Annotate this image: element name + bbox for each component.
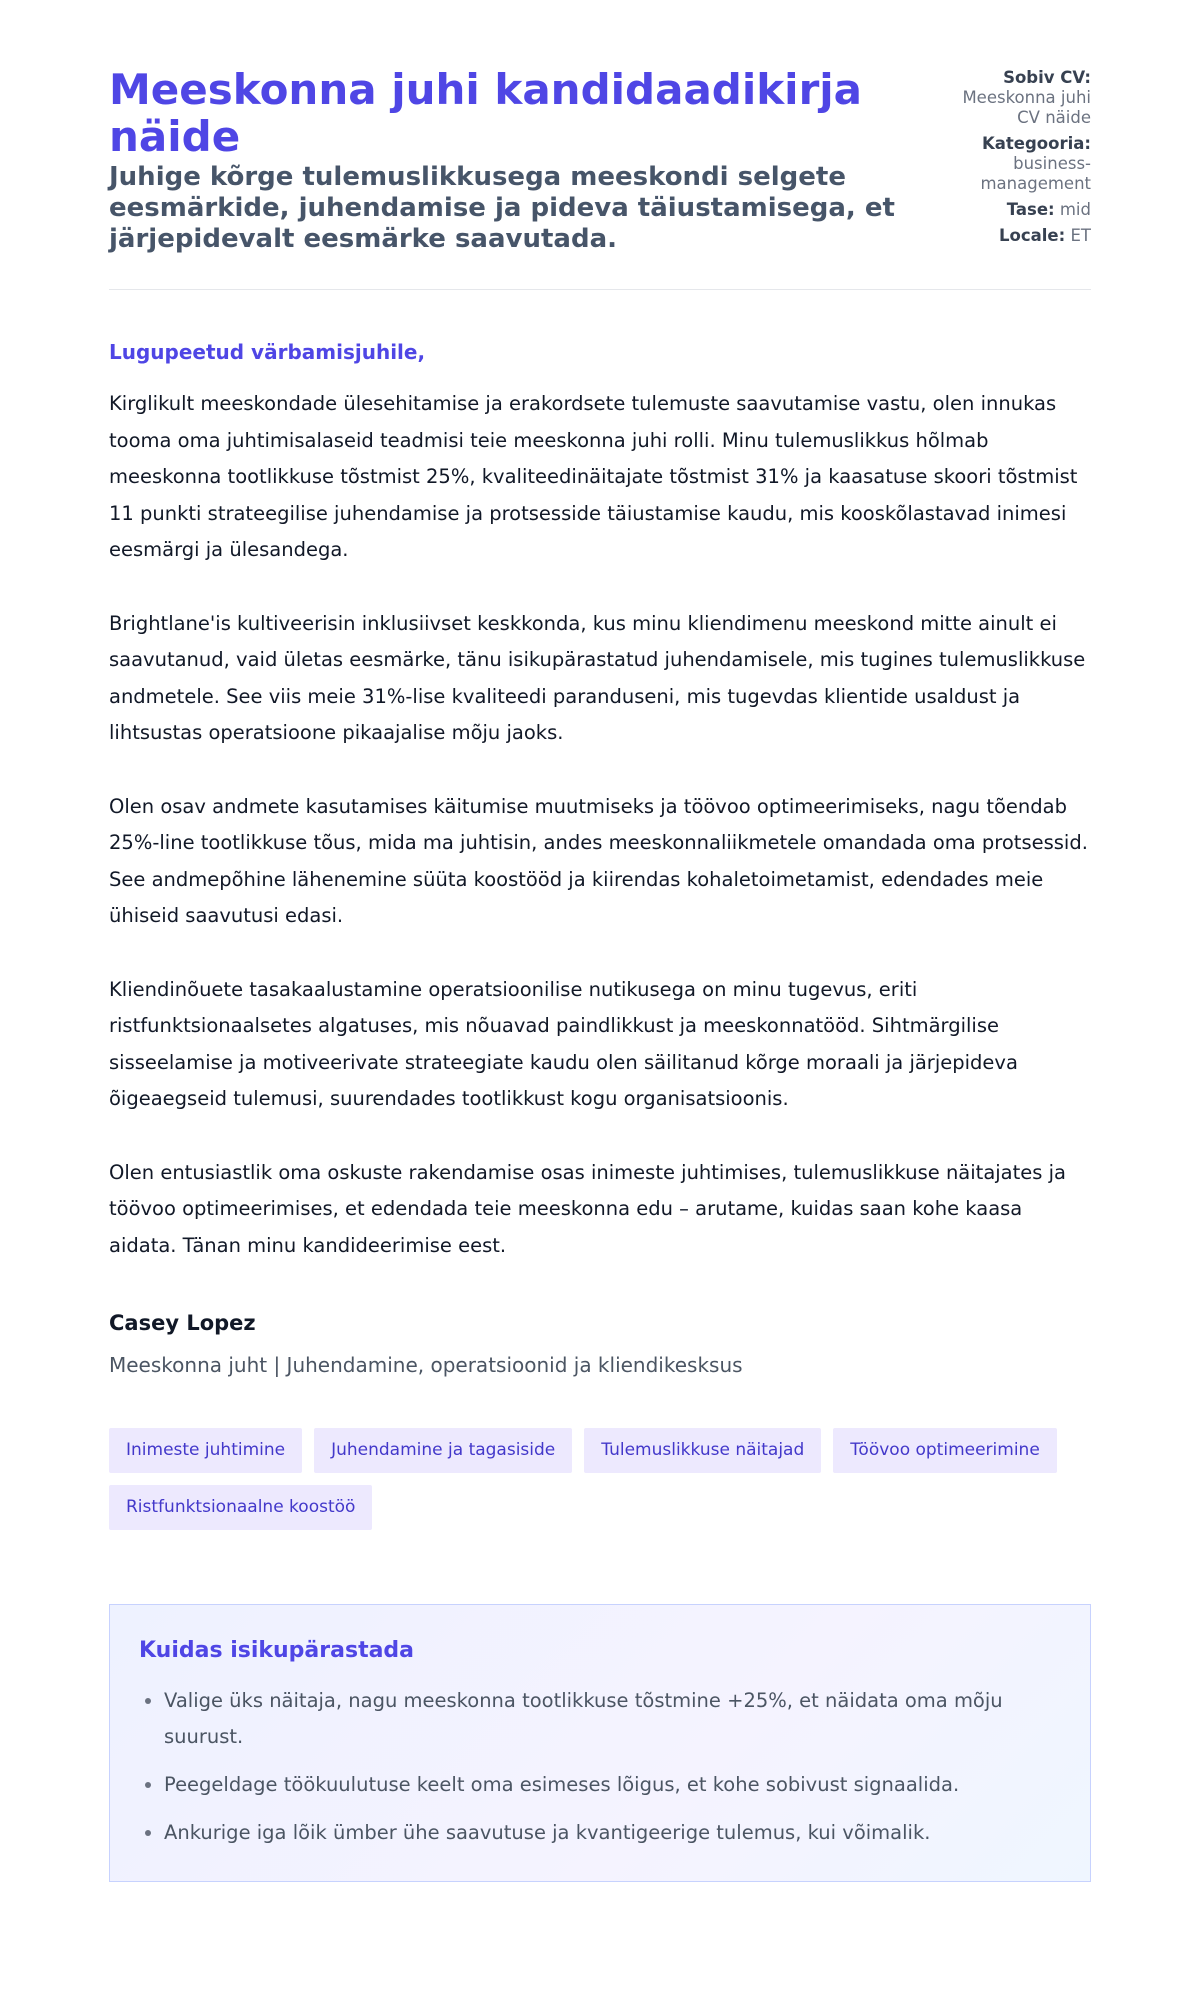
meta-level [951,200,1091,220]
meta-level-value: mid [1059,200,1091,219]
title-block [109,66,909,255]
meta-locale [951,226,1091,246]
page-subtitle: Juhige kõrge tulemuslikkusega meeskondi selgete eesmärkide, juhendamise ja pideva täiustamisega, et järjepidevalt eesmärke saavutada. [109,162,895,254]
signature-name: Casey Lopez [109,1311,256,1335]
personalization-tips-box [109,1604,1091,1882]
signature-role: Meeskonna juht | Juhendamine, operatsioonid ja kliendikesksus [109,1353,743,1377]
letter-paragraph-5: Olen entusiastlik oma oskuste rakendamise osas inimeste juhtimises, tulemuslikkuse näitajates ja töövoo optimeerimises, et edendada teie meeskonna edu – arutame, kuidas saan kohe kaasa aidata. Tänan minu kandideerimise eest. [109,1160,1067,1257]
skill-tag: Tulemuslikkuse näitajad [584,1428,821,1473]
meta-level-label: Tase: [1006,200,1055,219]
tip-item: • Ankurige iga lõik ümber ühe saavutuse ja kvantigeerige tulemus, kui võimalik. [164,1815,1060,1851]
meta-cv-value: Meeskonna juhi CV näide [962,88,1091,127]
tip-item: • Valige üks näitaja, nagu meeskonna tootlikkuse tõstmine +25%, et näidata oma mõju suurust. [164,1683,1060,1755]
page-title: Meeskonna juhi kandidaadikirja näide [109,65,863,161]
page-header [109,66,1091,290]
meta-cv [951,68,1091,128]
salutation: Lugupeetud värbamisjuhile, [109,340,426,364]
meta-locale-value: ET [1070,226,1091,245]
meta-locale-label: Locale: [999,226,1066,245]
tips-title: Kuidas isikupärastada [139,1638,415,1663]
skill-tag: Juhendamine ja tagasiside [314,1428,572,1473]
skill-tag: Töövoo optimeerimine [833,1428,1057,1473]
meta-panel [951,66,1091,252]
meta-category [951,134,1091,194]
letter-paragraph-4: Kliendinõuete tasakaalustamine operatsioonilise nutikusega on minu tugevus, eriti ristfunktsionaalsetes algatuses, mis nõuavad paindlikkust ja meeskonnatööd. Sihtmärgilise sisseelamise ja motiveerivate strateegiate kaudu olen säilitanud kõrge moraali ja järjepideva õigeaegseid tulemusi, suurendades tootlikkust kogu organisatsioonis. [109,977,1018,1110]
letter-paragraph-2: Brightlane'is kultiveerisin inklusiivset keskkonda, kus minu kliendimenu meeskond mitte ainult ei saavutanud, vaid ületas eesmärke, tänu isikupärastatud juhendamisele, mis tugines tulemuslikkuse andmetele. See viis meie 31%-lise kvaliteedi paranduseni, mis tugevdas klientide usaldust ja lihtsustas operatsioone pikaajalise mõju jaoks. [109,611,1086,744]
skill-tags [109,1428,1091,1530]
skill-tag: Inimeste juhtimine [109,1428,302,1473]
tips-list [139,1683,1060,1851]
skill-tag: Ristfunktsionaalne koostöö [109,1485,372,1530]
letter-paragraph-1: Kirglikult meeskondade ülesehitamise ja erakordsete tulemuste saavutamise vastu, olen innukas tooma oma juhtimisalaseid teadmisi teie meeskonna juhi rolli. Minu tulemuslikkus hõlmab meeskonna tootlikkuse tõstmist 25%, kvaliteedinäitajate tõstmist 31% ja kaasatuse skoori tõstmist 11 punkti strateegilise juhendamise ja protsesside täiustamise kaudu, mis kooskõlastavad inimesi eesmärgi ja ülesandega. [109,392,1078,561]
letter-paragraph-3: Olen osav andmete kasutamises käitumise muutmiseks ja töövoo optimeerimiseks, nagu tõendab 25%-line tootlikkuse tõus, mida ma juhtisin, andes meeskonnaliikmetele omandada oma protsessid. See andmepõhine lähenemine süüta koostööd ja kiirendas kohaletoimetamist, edendades meie ühiseid saavutusi edasi. [109,794,1088,927]
meta-category-label: Kategooria: [981,134,1091,153]
signature [109,1310,1091,1378]
meta-category-value: business-management [980,154,1091,193]
letter-body [109,386,1091,1264]
tip-item: • Peegeldage töökuulutuse keelt oma esimeses lõigus, et kohe sobivust signaalida. [164,1767,1060,1803]
meta-cv-label: Sobiv CV: [1003,68,1091,87]
